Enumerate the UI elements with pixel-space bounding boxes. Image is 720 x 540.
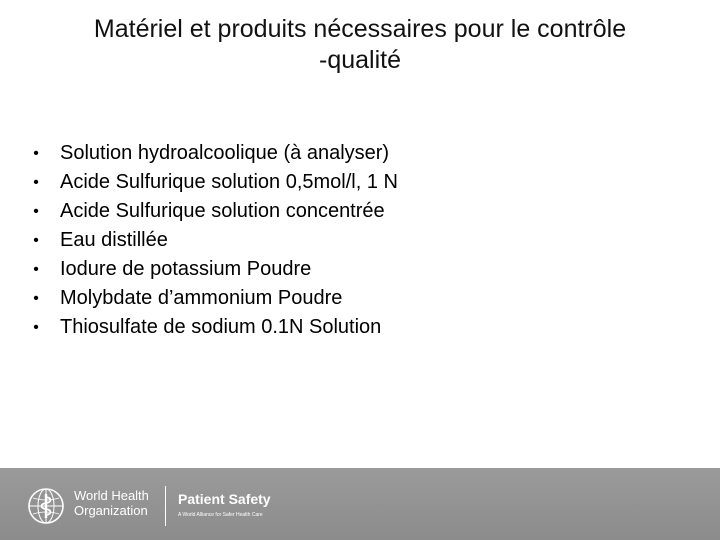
materials-list xyxy=(30,139,690,342)
list-item xyxy=(30,313,690,342)
list-item xyxy=(30,255,690,284)
list-item-text: Iodure de potassium Poudre xyxy=(60,258,312,280)
list-item-text: Acide Sulfurique solution 0,5mol/l, 1 N xyxy=(60,171,398,193)
org-name-line-1: World Health xyxy=(74,488,149,503)
list-item xyxy=(30,197,690,226)
list-item-text: Molybdate d’ammonium Poudre xyxy=(60,287,343,309)
org-name-line-2: Organization xyxy=(74,503,148,518)
bullet-icon: • xyxy=(33,203,39,220)
bullet-icon: • xyxy=(33,232,39,249)
list-item-text: Thiosulfate de sodium 0.1N Solution xyxy=(60,316,382,338)
list-item-text: Acide Sulfurique solution concentrée xyxy=(60,200,385,222)
slide-title-line-2: -qualité xyxy=(319,46,401,74)
bullet-icon: • xyxy=(33,290,39,307)
footer-divider xyxy=(165,486,166,526)
program-tagline: A World Alliance for Safer Health Care xyxy=(178,512,263,518)
list-item xyxy=(30,226,690,255)
bullet-icon: • xyxy=(33,145,39,162)
who-emblem-icon xyxy=(26,486,66,526)
bullet-icon: • xyxy=(33,174,39,191)
organization-name xyxy=(74,488,149,518)
program-title: Patient Safety xyxy=(178,491,271,507)
list-item xyxy=(30,284,690,313)
list-item-text: Eau distillée xyxy=(60,229,168,251)
bullet-icon: • xyxy=(33,319,39,336)
list-item-text: Solution hydroalcoolique (à analyser) xyxy=(60,142,390,164)
bullet-icon: • xyxy=(33,261,39,278)
list-item xyxy=(30,168,690,197)
list-item xyxy=(30,139,690,168)
slide-title-line-1: Matériel et produits nécessaires pour le contrôle xyxy=(93,15,627,43)
slide-title xyxy=(20,14,700,76)
